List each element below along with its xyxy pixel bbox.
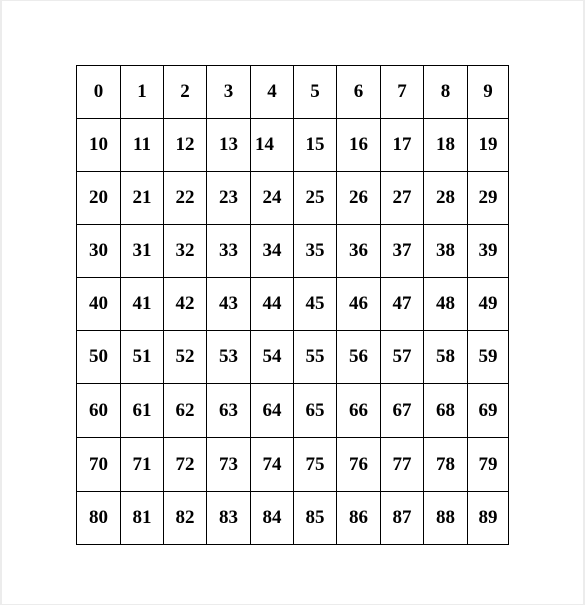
grid-cell: 44	[251, 278, 294, 331]
grid-cell: 16	[337, 119, 381, 172]
number-grid	[76, 65, 509, 545]
grid-cell: 59	[468, 331, 509, 384]
grid-cell: 42	[164, 278, 207, 331]
grid-cell: 80	[77, 492, 121, 545]
grid-cell: 83	[207, 492, 251, 545]
grid-cell: 13	[207, 119, 251, 172]
grid-cell: 19	[468, 119, 509, 172]
grid-cell: 38	[424, 225, 468, 278]
grid-cell: 26	[337, 172, 381, 225]
grid-cell: 24	[251, 172, 294, 225]
grid-cell: 50	[77, 331, 121, 384]
grid-cell: 35	[294, 225, 337, 278]
grid-cell: 29	[468, 172, 509, 225]
grid-cell: 76	[337, 438, 381, 492]
grid-cell: 17	[381, 119, 424, 172]
grid-cell: 67	[381, 384, 424, 438]
grid-cell: 79	[468, 438, 509, 492]
grid-cell: 64	[251, 384, 294, 438]
grid-cell: 31	[121, 225, 164, 278]
grid-cell: 45	[294, 278, 337, 331]
grid-cell: 66	[337, 384, 381, 438]
grid-cell: 1	[121, 66, 164, 119]
grid-cell: 4	[251, 66, 294, 119]
grid-cell: 28	[424, 172, 468, 225]
grid-cell: 34	[251, 225, 294, 278]
grid-cell: 7	[381, 66, 424, 119]
grid-cell: 27	[381, 172, 424, 225]
grid-cell: 53	[207, 331, 251, 384]
grid-row	[77, 331, 509, 384]
grid-cell: 8	[424, 66, 468, 119]
grid-cell: 63	[207, 384, 251, 438]
grid-cell: 43	[207, 278, 251, 331]
grid-cell: 25	[294, 172, 337, 225]
grid-cell: 6	[337, 66, 381, 119]
grid-cell: 11	[121, 119, 164, 172]
grid-cell: 18	[424, 119, 468, 172]
grid-cell: 54	[251, 331, 294, 384]
grid-cell: 88	[424, 492, 468, 545]
grid-cell: 48	[424, 278, 468, 331]
grid-cell: 37	[381, 225, 424, 278]
grid-row	[77, 278, 509, 331]
grid-cell: 56	[337, 331, 381, 384]
document-page	[2, 1, 583, 604]
grid-row	[77, 225, 509, 278]
grid-cell: 75	[294, 438, 337, 492]
grid-cell: 65	[294, 384, 337, 438]
grid-cell: 23	[207, 172, 251, 225]
grid-cell: 62	[164, 384, 207, 438]
grid-cell: 51	[121, 331, 164, 384]
grid-cell: 40	[77, 278, 121, 331]
grid-cell: 15	[294, 119, 337, 172]
grid-cell: 36	[337, 225, 381, 278]
grid-cell: 70	[77, 438, 121, 492]
grid-cell: 71	[121, 438, 164, 492]
grid-cell: 81	[121, 492, 164, 545]
grid-cell: 87	[381, 492, 424, 545]
grid-cell: 55	[294, 331, 337, 384]
grid-cell: 89	[468, 492, 509, 545]
grid-cell: 69	[468, 384, 509, 438]
grid-cell: 20	[77, 172, 121, 225]
grid-cell: 86	[337, 492, 381, 545]
grid-cell: 39	[468, 225, 509, 278]
grid-cell: 85	[294, 492, 337, 545]
grid-row	[77, 66, 509, 119]
grid-cell: 77	[381, 438, 424, 492]
grid-cell: 47	[381, 278, 424, 331]
grid-cell: 46	[337, 278, 381, 331]
grid-cell: 78	[424, 438, 468, 492]
grid-cell: 84	[251, 492, 294, 545]
grid-cell: 5	[294, 66, 337, 119]
grid-cell: 68	[424, 384, 468, 438]
grid-cell: 58	[424, 331, 468, 384]
grid-cell: 73	[207, 438, 251, 492]
grid-row	[77, 119, 509, 172]
grid-cell: 30	[77, 225, 121, 278]
grid-cell: 32	[164, 225, 207, 278]
grid-cell: 49	[468, 278, 509, 331]
grid-row	[77, 384, 509, 438]
grid-cell: 82	[164, 492, 207, 545]
grid-cell: 61	[121, 384, 164, 438]
grid-cell: 74	[251, 438, 294, 492]
grid-cell: 22	[164, 172, 207, 225]
grid-cell: 57	[381, 331, 424, 384]
grid-cell: 10	[77, 119, 121, 172]
grid-cell: 52	[164, 331, 207, 384]
grid-cell: 12	[164, 119, 207, 172]
grid-cell: 3	[207, 66, 251, 119]
grid-cell: 33	[207, 225, 251, 278]
grid-cell: 14	[251, 119, 294, 172]
grid-cell: 41	[121, 278, 164, 331]
grid-cell: 2	[164, 66, 207, 119]
grid-row	[77, 492, 509, 545]
grid-row	[77, 172, 509, 225]
grid-cell: 9	[468, 66, 509, 119]
grid-cell: 21	[121, 172, 164, 225]
grid-cell: 72	[164, 438, 207, 492]
grid-cell: 60	[77, 384, 121, 438]
grid-cell: 0	[77, 66, 121, 119]
grid-row	[77, 438, 509, 492]
